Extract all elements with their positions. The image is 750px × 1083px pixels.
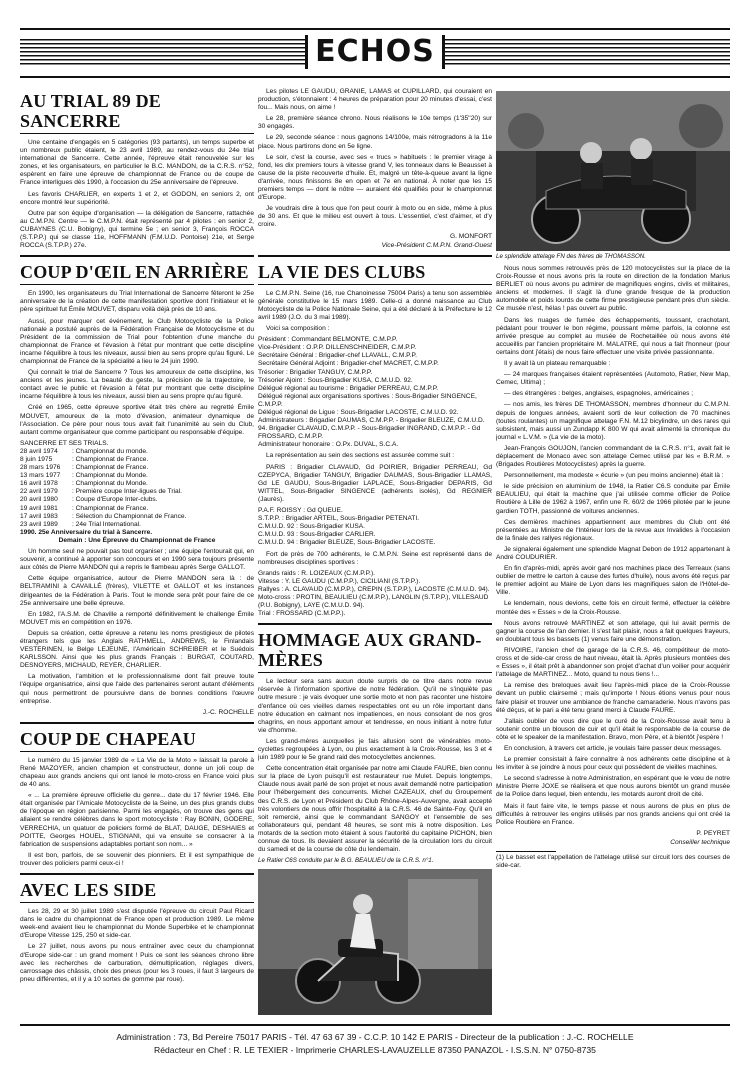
article-paragraph: — 24 marques françaises étaient représentées (Automoto, Ratier, New Map, Cemec, Ultima) ; (496, 371, 730, 387)
footer-line: Administration : 73, Bd Pereire 75017 PARIS - Tél. 47 63 67 39 - C.C.P. 10 142 E PARIS - Directeur de la publication : J.-C. ROCHELLE (116, 1032, 634, 1042)
hommage-section (258, 623, 492, 1015)
list-item: C.M.U.D. 94 : Brigadier BLEUZE, Sous-Brigadier LACOSTE. (258, 539, 436, 547)
article-paragraph: Je signalerai également une splendide Magnat Debon de 1912 appartenant à André COUDURIER. (496, 545, 730, 561)
list-item: Vitesse : Y. LE GAUDU (C.M.P.P.), CICILIANI (S.T.P.P.). (258, 577, 421, 585)
list-item: Administrateur honoraire : O.Px. DUVAL, S.C.A. (258, 441, 399, 449)
article-paragraph: Le premier consistait à faire connaître à nos adhérents cette discipline et à les inviter à se joindre à nous pour ceux qui possèdent de vieilles machines. (496, 756, 730, 772)
article-paragraph: Personnellement, ma modeste « écurie » (un peu moins ancienne) était là : (504, 472, 724, 480)
list-item: Secrétaire Général : Brigadier-chef LLAVALL, C.M.P.P. (258, 352, 417, 360)
article-paragraph: J'allais oublier de vous dire que le curé de la Croix-Rousse avait tenu à soutenir contre un blouson de cuir et qu'il était le responsable de la course de côte et le speaker de la manifestation. Bravo, mon Père, et à bientôt j'espère ! (496, 717, 730, 741)
article-paragraph: Le numéro du 15 janvier 1989 de « La Vie de la Moto » laissait la parole à René MAZOYER, ancien champion et constructeur, donne un joli coup de chapeau aux grands anciens qui ont lancé le moto-cross en France voici plus de 40 ans. (20, 756, 254, 789)
list-item: 28 mars 1976 : Championnat de France. (20, 464, 149, 472)
list-item: Moto-cross : PROTIN, BEAULIEU (C.M.P.P.), LANGLIN (S.T.P.P.), VILLESAUD (P.U. Bobigny), LAYE (C.M.U.D. 94). (258, 593, 489, 610)
list-item: S.T.P.P. : Brigadier ARTEIL, Sous-Brigadier PETENATI. (258, 515, 420, 523)
article-paragraph: Depuis sa création, cette épreuve a retenu les noms prestigieux de pilotes étrangers tels que les Anglais RATHMELL, ANDREWS, le Finlandais VESTERINEN, le Belge LEJEUNE, l'Américain SCHREIBER et le Suédois KARLSSON. Ainsi que les plus grands Français : BURGAT, COUTARD, DESNOYERS, MICHAUD, REYER, CHARLIER. (20, 629, 254, 670)
list-item: 16 avril 1978 : Championnat du Monde. (20, 480, 148, 488)
footnote-rule (496, 851, 556, 852)
column-3 (496, 88, 730, 1018)
trial-paragraph: Une centaine d'engagés en 5 catégories (93 partants), un temps superbe et un nombreux public étaient, le 23 avril 1989, au rendez-vous du 24e trial international de Sancerre. Cette année, l'épreuve était renouvelée sur les zones, et les organisateurs, en particulier le B.C. MANDON, de la C.R.S. n°52, espèrent en faire une épreuve de championnat de France ou de coupe de France interligues dès 1990, à l'occasion du 25e anniversaire de l'épreuve. (20, 139, 254, 187)
article-paragraph: Créé en 1965, cette épreuve sportive était très chère au regretté Émile MOUVET, amoureux de la moto d'évasion, animateur dynamique de l'Association. Ce père pour nous tous avait fait l'unanimité au sein du Club, autant comme organisateur que comme participant ou responsable d'équipe. (20, 404, 254, 436)
clubs-section (258, 255, 492, 619)
article-paragraph: Nous nous sommes retrouvés près de 120 motocyclistes sur la place de la Croix-Rousse et nous avons pris la route en direction de la fondation Marius BERLIET où nous avons pu admirer de magnifiques engins, civils et militaires, anciens et modernes. Il s'agit là d'une grande fresque de la production automobile et poids lourds de cette firme prestigieuse pendant près d'un siècle. Ce musée n'est, hélas ! pas ouvert au public. (496, 265, 730, 313)
list-item: C.M.U.D. 93 : Sous-Brigadier CARLIER. (258, 531, 376, 539)
article-paragraph: Les pilotes LE GAUDU, GRANIÉ, LAMAS et CUPILLARD, qui couraient en production, s'étonnaient : 4 heures de préparation pour 20 minutes d'essai, c'est fou... Mais nous, on aime ! (258, 88, 492, 112)
list-item: Vice-Président : O.P.P. DILLENSCHNEIDER, C.M.P.P. (258, 344, 417, 352)
article-paragraph: — des étrangères : belges, anglaises, espagnoles, américaines ; (504, 390, 694, 398)
list-item: Grands raids : R. LOIZEAUX (C.M.P.P.). (258, 569, 376, 577)
list-item: C.M.U.D. 92 : Sous-Brigadier KUSA. (258, 523, 366, 531)
column-1 (20, 88, 254, 1018)
article-paragraph: Le lendemain, nous devions, cette fois en circuit fermé, effectuer la célèbre montée des « Esses » de la Croix-Rousse. (496, 600, 730, 616)
sancerre-list (20, 440, 254, 545)
list-item: Secrétaire Général Adjoint : Brigadier-chef MACRET, C.M.P.P. (258, 360, 439, 368)
sidecar-photo (496, 91, 730, 251)
article-paragraph: Fort de près de 700 adhérents, le C.M.P.N. Seine est représenté dans de nombreuses disciplines sportives : (258, 550, 492, 566)
page-footer (20, 1031, 730, 1057)
list-item: P.A.F. ROISSY : Gd QUEUE. (258, 507, 343, 515)
banner-lines-left (20, 39, 305, 65)
list-item: Rallyes : A. CLAVAUD (C.M.P.P.), CREPIN (S.T.P.P.), LACOSTE (C.M.U.D. 94). (258, 585, 490, 593)
banner-bottom-rule (20, 76, 730, 78)
side-section (20, 873, 254, 984)
clubs-title: LA VIE DES CLUBS (258, 262, 492, 285)
article-paragraph: Je voudrais dire à tous que l'on peut courir à moto ou en side, même à plus de 30 ans. Et que le milieu est ouvert à tous. L'essentiel, c'est d'aimer, et d'y croire. (258, 205, 492, 229)
article-paragraph: — nos amis, les frères DE THOMASSON, membres d'honneur du C.M.P.N. depuis de longues années, avaient sorti de leur collection de 70 machines (toutes roulantes) un magnifique attelage F.N. M.12 bicylindre, un des rares qui subsistent, mais aussi un Zundapp K 800 W qui avait alimenté la chronique du journal « L.V.M. » (La vie de la moto). (496, 401, 730, 441)
side-title: AVEC LES SIDE (20, 880, 254, 903)
article-paragraph: Le C.M.P.N. Seine (16, rue Chanoinesse 75004 Paris) a tenu son assemblée générale constitutive le 15 mars 1989. Celle-ci a donné naissance au Club Motocycliste de la Police Nationale Seine, qui a été déclaré à la Préfecture le 12 avril 1989 (J.O. du 3 mai 1989). (258, 289, 492, 321)
coup-oeil-section (20, 255, 254, 717)
photo-caption: Le Ratier C6S conduite par le B.G. BEAULIEU de la C.R.S. n°1. (258, 857, 434, 865)
article-paragraph: le side précision en aluminium de 1948, la Ratier C6.S conduite par Émile BEAULIEU, qui était la machine que j'ai utilisée comme officier de Police Routière à Lille de 1962 à 1967, enfin une R. 60/2 de 1966 pilotée par le jeune gardien TOTH, passionné de voitures anciennes. (496, 483, 730, 515)
list-item: 20 avril 1980 : Coupe d'Europe Inter-clubs. (20, 496, 158, 504)
footnote: (1) Le basset est l'appellation de l'attelage utilisé sur circuit lors des courses de side-car. (496, 854, 730, 870)
banner-lines-right (445, 39, 730, 65)
list-item: Délégué régional aux organisations sportives : Sous-Brigadier SINGENCE, C.M.P.P. (258, 392, 477, 408)
article-paragraph: Le lecteur sera sans aucun doute surpris de ce titre dans notre revue réservée à l'information sportive de notre fédération. Qu'il ne s'inquiète pas outre mesure : je vais évoquer une sortie moto et non pas raconter une histoire d'enfance où ces vieilles dames respectables ont eu un rôle important dans notre éducation en calmant nos impatiences, en nous consolant de nos gros chagrins, en nous apportant amour et tendresse, en nous initiant à notre futur vie d'homme. (258, 678, 492, 734)
article-paragraph: Le 27 juillet, nous avons pu nous entraîner avec ceux du championnat d'Europe side-car : un grand moment ! Puis ce sont les séances chrono libre avec les recherches de carburation, démultiplication, réglages divers, carrossage des châssis, choix des pneus (pour les 3 roues, il faut 3 largeurs de pneu différentes, et il y a 10 sortes de gomme par roue). (20, 943, 254, 983)
trial-paragraph: Outre par son équipe d'organisation — la délégation de Sancerre, rattachée au C.M.P.N. Centre — le C.M.P.N. était représenté par 4 pilotes : en senior 2, CUBAYNES (C.U. Bobigny), qui termine 5e ; en senior 3, François ROCCA (S.T.P.P.) qui se classe 11e, HOFFMANN (F.M.U.D. Pontoise) 21e, et Serge ROCCA (S.T.P.P.) 27e. (20, 209, 254, 250)
article-paragraph: Ces dernières machines appartiennent aux membres du Club ont été présentées au Ministre de l'Intérieur lors de la revue aux Invalides à l'occasion de la finale des rallyes régionaux. (496, 518, 730, 542)
article-paragraph: Mais il faut faire vite, le temps passe et nous aurons de plus en plus de difficultés à retrouver les engins utilisés par nos grands anciens qui ont créé la Police Routière en France. (496, 802, 730, 826)
list-item: 17 avril 1983 : Sélection du Championnat de France. (20, 512, 187, 520)
list-item: Délégué régional au tourisme : Brigadier PERREAU, C.M.P.P. (258, 384, 439, 392)
article-paragraph: Cette équipe organisatrice, autour de Pierre MANDON sera là : de BELTRAMINI à CAVAILLÉ (frères), VILETTE et GALLOT et les instances dirigeantes de la Fédération à Paris. Tout le monde sera prêt pour faire de ce 25e anniversaire une belle épreuve. (20, 575, 254, 607)
article-paragraph: Aussi, pour marquer cet événement, le Club Motocycliste de la Police nationale a postulé auprès de la Fédération Française de Motocyclisme et du Président de la commission de Trial pour l'obtention d'une manche du championnat de France et l'évasion à l'état pur montrant que cette discipline incarne l'équilibre à tous les niveaux, aussi bien au sens propre qu'au figuré. Le championnat de France de la spécialité a lieu le 24 juin 1990. (20, 317, 254, 365)
chapeau-section (20, 722, 254, 868)
list-item: 8 juin 1975 : Championnat de France. (20, 456, 149, 463)
author-role: Vice-Président C.M.P.N. Grand-Ouest (381, 241, 492, 249)
list-item: Trial : FROSSARD (C.M.P.P.). (258, 610, 346, 618)
trial-paragraph: Les favoris CHARLIER, en experts 1 et 2, et GODON, en seniors 2, ont encore montré leur supériorité. (20, 190, 254, 206)
list-item: Trésorier Ajoint : Sous-Brigadier KUSA, C.M.U.D. 92. (258, 376, 413, 384)
article-paragraph: Qui connaît le trial de Sancerre ? Tous les amoureux de cette discipline, les anciens et les jeunes. La beauté du geste, la précision de la trajectoire, le contact avec le public et l'évasion à l'état pur montrant que cette discipline incarne l'équilibre à tous les niveaux, aussi bien au sens propre qu'au figuré. (20, 369, 254, 401)
article-paragraph: Jean-François GOUJON, l'ancien commandant de la C.R.S. n°1, avait fait le déplacement de Monaco avec son attelage Cemec utilisé par les « B.R.M. » (Brigades Routières Motocyclistes) après la guerre. (496, 444, 730, 469)
sidecar-illustration (496, 91, 730, 251)
article-paragraph: La motivation, l'ambition et le professionnalisme dont fait preuve toute l'équipe organisatrice, ainsi que l'aide des partenaires seront autant d'éléments qui nous permettront de poursuivre dans de bonnes conditions l'œuvre entreprise. (20, 673, 254, 705)
list-item: 22 avril 1979 : Première coupe Inter-ligues de Trial. (20, 488, 182, 496)
column-2 (258, 88, 492, 1018)
section-banner (20, 35, 730, 69)
article-paragraph: Le 29, seconde séance : nous gagnons 14/100e, mais rétrogradons à la 11e place. Nous partirons donc en 5e ligne. (258, 134, 492, 150)
list-item: Trésorier : Brigadier TANGUY, C.M.P.P. (258, 368, 373, 376)
footer-line: Rédacteur en Chef : R. LE TEXIER - Imprimerie CHARLES-LAVAUZELLE 87350 PANAZOL - I.S.S.N. N° 0750-8735 (154, 1045, 596, 1055)
photo-caption: Le splendide attelage FN des frères de THOMASSON. (496, 253, 646, 260)
footer-rule (20, 1024, 730, 1026)
list-item: Président : Commandant BELMONTE, C.M.P.P. (258, 336, 398, 344)
article-paragraph: Le soir, c'est la course, avec ses « trucs » habituels : le premier virage à fond, les dix premiers tours à vitesse grand V, les tonneaux dans le Beausset à cause de la piste recouverte d'huile. Et, malgré un tête-à-queue avant la ligne d'arrivée, nous finissons 8e en open et 7e en national. À noter que les 15 premiers temps — dont le nôtre — auraient été qualifiés pour le championnat d'Europe. (258, 153, 492, 202)
article-paragraph: La représentation au sein des sections est assurée comme suit : (266, 452, 455, 460)
article-paragraph: Nous avons retrouvé MARTINEZ et son attelage, qui lui avait permis de gagner la course de l'an dernier. Il s'est fait plaisir, nous a fait quelques frayeurs, en doublant tous les bassets (1) venus faire une démonstration. (496, 619, 730, 643)
trial-title: AU TRIAL 89 DE SANCERRE (20, 91, 254, 134)
club-disciplines (258, 570, 492, 619)
author-role: Conseiller technique (670, 838, 730, 846)
club-composition (258, 336, 492, 449)
article-paragraph: En 1990, les organisateurs du Trial International de Sancerre fêteront le 25e anniversaire de la création de cette manifestation sportive dont l'initiateur et le père spirituel fut Émile MOUVET, disparu voilà déjà près de 10 ans. (20, 290, 254, 314)
list-item: Administrateurs : Brigadier DAUMAS, C.M.P.P. - Brigadier BLEUZE, C.M.U.D. 94. Brigadier CLAVAUD, C.M.P.P. - Sous-Brigadier INGRAND, C.M.P.P. - Gd FROSSARD, C.M.P.P. (258, 417, 485, 441)
author-signature: P. PEYRET (696, 829, 730, 837)
chapeau-title: COUP DE CHAPEAU (20, 729, 254, 752)
article-paragraph: En 1982, l'A.S.M. de Chaville a remporté définitivement le challenge Émile MOUVET mis en compétition en 1976. (20, 610, 254, 626)
article-paragraph: Dans les nuages de fumée des échappements, toussant, crachotant, pédalant pour trouver le bon régime, poussant même parfois, la colonne est arrivée presque au complet au musée de Rochetaillée où nous avons été accueillis par l'ancien propriétaire M. MALATRE, qui nous a fait l'honneur (pour certains dont j'étais) de nous faire effectuer une visite privée passionnante. (496, 316, 730, 356)
article-paragraph: « ... La première épreuve officielle du genre... date du 17 février 1946. Elle était organisée par l'Amicale Motocycliste de la Seine, un des plus grands clubs de l'époque en région parisienne. Parmi les engagés, on trouve des gens qui allaient se rendre célèbres dans le sport motocycliste : Ray BONIN, GODERE, VERRECHIA, un quatuor de policiers formé de BLAT, DAUGE, DESHAIES et POITTE, Georges HOUEL, STIGNANI, qui va ensuite se consacrer à la fabrication de suspensions adaptables portant son nom... » (20, 792, 254, 848)
list-item: 19 avril 1981 : Championnat de France. (20, 504, 149, 512)
top-rule (20, 28, 730, 30)
article-paragraph: Le 28, première séance chrono. Nous réalisons le 10e temps (1'35''20) sur 30 engagés. (258, 115, 492, 131)
hommage-title: HOMMAGE AUX GRAND-MÈRES (258, 630, 492, 673)
list-highlight: 1990. 25e Anniversaire du trial à Sancerre. (20, 528, 153, 536)
list-highlight: Demain : Une Épreuve du Championnat de France (58, 536, 216, 544)
article-paragraph: RIVOIRE, l'ancien chef de garage de la C.R.S. 46, compétiteur de moto-cross et de side-car cross de haut niveau, était là. Après plusieurs montées des « Esses », il était prêt à abandonner son projet d'achat d'un voilier pour acquérir l'attelage de MARTINEZ... Moto, quand tu nous tiens !... (496, 646, 730, 679)
list-item: Délégué régional de Ligue : Sous-Brigadier LACOSTE, C.M.U.D. 92. (258, 409, 459, 416)
author-signature: J.-C. ROCHELLE (202, 708, 254, 716)
list-item: 23 avril 1989 : 24e Trial International. (20, 520, 141, 528)
article-paragraph: Un homme seul ne pouvait pas tout organiser ; une équipe l'entourait qui, en souvenir, a continué à apporter son concours et en 1990 sera toujours présente aux côtés de Pierre MANDON qui a repris le flambeau après Serge GALLOT. (20, 548, 254, 572)
article-paragraph: Cette concentration était organisée par notre ami Claude FAURE, bien connu sur la place de Lyon puisqu'il est restaurateur rue Mulet. Depuis longtemps, Claude nous avait parlé de son projet et nous avait demandé notre participation pour l'hébergement des concurrents. Michel CAZEAUX, chef du Groupement des C.R.S. de Lyon et Président du Club Rhône-Alpes-Auvergne, avait accepté très volontiers de nous offrir l'hospitalité à la C.R.S. 46 de Sainte-Foy. Qu'il en soit remercié, ainsi que le commandant SANGOY et l'ensemble de ses collaborateurs qui, pendant 48 heures, se sont mis à notre disposition. Les motards de la section moto étaient à sous l'autorité du capitaine PICHON, bien connue de tous. Ils devaient assurer la sécurité de la circulation lors du circuit du samedi et de la course de côte du lendemain. (258, 765, 492, 854)
article-paragraph: En fin d'après-midi, après avoir garé nos machines place des Terreaux (sans oublier de mettre le carton à cause des furtes d'huile), nous avons été reçus par le premier adjoint au Maire de Lyon dans les magnifiques salon de l'Hôtel-de-Ville. (496, 565, 730, 597)
motorcycle-rider-illustration (258, 869, 492, 1015)
article-paragraph: Il est bon, parfois, de se souvenir des pionniers. Et il est sympathique de trouver des policiers parmi ceux-ci ! (20, 851, 254, 867)
article-paragraph: Le second s'adresse à notre Administration, en espérant que le vœu de notre Ministre Pierre JOXE se réalisera et que nous aurons bientôt un grand musée de la Police dans lequel, bien entendu, les motards auront droit de cité. (496, 775, 730, 799)
article-paragraph: Il y avait là un plateau remarquable : (504, 360, 611, 368)
article-paragraph: Les 28, 29 et 30 juillet 1989 s'est disputée l'épreuve du circuit Paul Ricard dans le cadre du championnat de France open et production 1989. Le même week-end avaient lieu le championnat du Monde Superbike et le championnat d'Europe Vitesse 125, 250 et side-car. (20, 908, 254, 940)
author-signature: G. MONFORT (449, 232, 492, 240)
article-paragraph: Voici sa composition : (266, 325, 330, 333)
article-paragraph: Les grand-mères auxquelles je fais allusion sont de vénérables moto-cyclettes regroupées à Lyon, ou plus exactement à la Croix-Rousse, les 3 et 4 juin 1989 pour le 5e grand raid des motocyclettes anciennes. (258, 737, 492, 762)
coup-oeil-title: COUP D'ŒIL EN ARRIÈRE (20, 262, 254, 285)
section-title: ECHOS (305, 35, 445, 69)
article-paragraph: En conclusion, à travers cet article, je voulais faire passer deux messages. (504, 744, 722, 752)
list-item: 28 avril 1974 : Championnat du monde. (20, 447, 148, 455)
article-paragraph: PARIS : Brigadier CLAVAUD, Gd POIRIER, Brigadier PERREAU, Gd CZEPYCA, Brigadier TANGUY, Brigadier DAUMAS, Sous-Brigadier LLAMAS, Gd LE GAUDU, Sous-Brigadier LAPLACE, Sous-Brigadier DEPARIS, Gd WITTEL, Sous-Brigadier SINGENCE (adhérents isolés), Gd REGNIER (Jaurès). (258, 463, 492, 503)
list-item: 13 mars 1977 : Championnat du Monde. (20, 472, 148, 480)
motorcycle-rider-photo (258, 869, 492, 1015)
article-paragraph: La remise des breloques avait lieu l'après-midi place de la Croix-Rousse devant un public clairsemé ; mais qu'importe ! Nous étions venus pour nous faire plaisir et trouver une ambiance de franche camaraderie. Nous n'avons pas été déçus, et le pari a été tenu grand merci à Claude FAURE. (496, 682, 730, 714)
club-sections (258, 507, 492, 547)
list-heading: SANCERRE ET SES TRIALS. (20, 439, 109, 447)
